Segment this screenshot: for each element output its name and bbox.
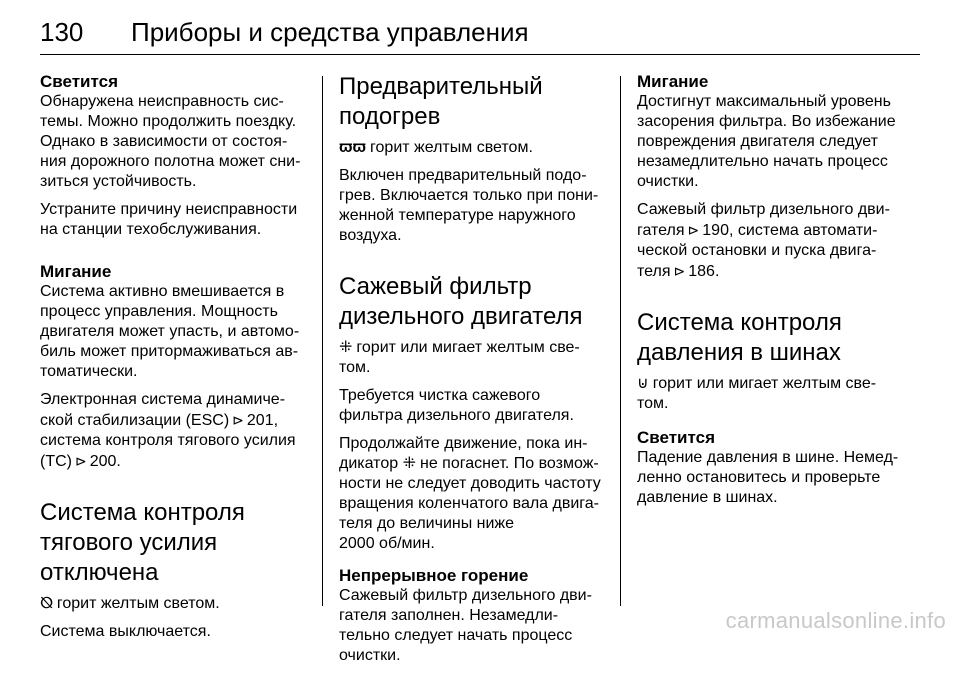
heading-line: тягового усилия — [40, 529, 218, 556]
paragraph: Система выключается. — [40, 623, 211, 640]
column-divider — [620, 76, 621, 606]
text: горит желтым светом. — [56, 595, 220, 612]
page-ref-icon: ⊳ — [232, 412, 244, 428]
subheading-lit: Светится — [40, 72, 118, 91]
heading-line: Система контроля — [637, 309, 842, 336]
page-ref[interactable]: 200. — [89, 453, 121, 470]
text: горит или мигает желтым све-том. — [637, 375, 877, 412]
paragraph-esc-ref — [40, 390, 308, 472]
paragraph — [339, 434, 607, 554]
watermark: carmanualsonline.info — [725, 608, 946, 633]
page-ref-icon: ⊳ — [673, 263, 686, 279]
paragraph: Сажевый фильтр дизельного дви-гателя заполнен. Незамедли-тельно следует начать процесс очистки. — [339, 587, 592, 664]
text: Продолжайте движение, пока ин-дикатор — [339, 435, 588, 472]
heading-line: давления в шинах — [637, 339, 841, 366]
tire-pressure-icon: ⊍ — [637, 375, 649, 392]
heading-tire-pressure — [637, 308, 905, 368]
paragraph: Требуется чистка сажевого фильтра дизельного двигателя. — [339, 387, 574, 424]
heading-line: дизельного двигателя — [339, 303, 583, 330]
subheading-lit: Светится — [637, 428, 715, 447]
column-divider — [322, 76, 323, 606]
traction-off-icon: ⦰ — [40, 595, 53, 612]
heading-line: отключена — [40, 559, 159, 586]
heading-diesel-particulate-filter — [339, 272, 607, 332]
text: система контроля тягового усилия (TC) — [40, 432, 296, 470]
page-header — [40, 14, 920, 55]
page-ref-icon: ⊳ — [687, 222, 700, 238]
page-title: Приборы и средства управления — [131, 17, 529, 47]
heading-traction-control-off — [40, 498, 308, 588]
particulate-filter-icon: ⁜ — [339, 339, 353, 356]
paragraph: Падение давления в шине. Немед-ленно остановитесь и проверьте давление в шинах. — [637, 449, 899, 506]
page-ref-icon: ⊳ — [74, 453, 87, 469]
heading-line: Предварительный — [339, 73, 543, 100]
page-ref[interactable]: 190, — [702, 222, 734, 239]
page-ref[interactable]: 186. — [688, 263, 720, 280]
subheading-blinking: Мигание — [637, 72, 709, 91]
subheading-blinking: Мигание — [40, 262, 112, 281]
paragraph: Устраните причину неисправности на станции техобслуживания. — [40, 201, 298, 238]
text: Электронная система динамиче-ской стабилизации (ESC) — [40, 391, 286, 429]
subheading-continuous: Непрерывное горение — [339, 566, 529, 585]
paragraph: Система активно вмешивается в процесс управления. Мощность двигателя может упасть, и автомо-биль может притормаживаться ав-томатически. — [40, 283, 300, 380]
paragraph — [339, 338, 607, 378]
glow-plug-icon: ϖϖ — [339, 139, 367, 156]
paragraph — [40, 594, 308, 614]
paragraph: Обнаружена неисправность сис-темы. Можно продолжить поездку. Однако в зависимости от состоя-ния дорожного полотна может сни-зиться устойчивость. — [40, 93, 301, 190]
text: горит желтым светом. — [370, 139, 533, 156]
text: не погаснет. По возмож-ности не следует доводить частоту вращения коленчатого вала двига-теля до величины ниже — [339, 455, 601, 532]
heading-preheating — [339, 72, 607, 132]
particulate-filter-icon: ⁜ — [402, 455, 416, 472]
heading-line: Сажевый фильтр — [339, 273, 532, 300]
text: горит или мигает желтым све-том. — [339, 339, 580, 376]
page-number: 130 — [40, 17, 84, 47]
text: Сажевый фильтр дизельного дви-гателя — [637, 201, 890, 239]
column-1 — [40, 72, 308, 650]
paragraph — [339, 138, 607, 158]
page-ref[interactable]: 201, — [246, 412, 279, 429]
paragraph: Включен предварительный подо-грев. Включается только при пони-женной температуре наружного воздуха. — [339, 167, 599, 244]
column-2 — [339, 72, 607, 674]
heading-line: подогрев — [339, 103, 441, 130]
text: система автомати-ческой остановки и пуска двига-теля — [637, 222, 878, 280]
paragraph: Достигнут максимальный уровень засорения фильтра. Во избежание повреждения двигателя следует незамедлительно начать процесс очистки. — [637, 93, 896, 190]
heading-line: Система контроля — [40, 499, 245, 526]
column-3 — [637, 72, 905, 516]
text: 2000 об/мин. — [339, 535, 435, 552]
paragraph — [637, 374, 905, 414]
paragraph — [637, 200, 905, 282]
